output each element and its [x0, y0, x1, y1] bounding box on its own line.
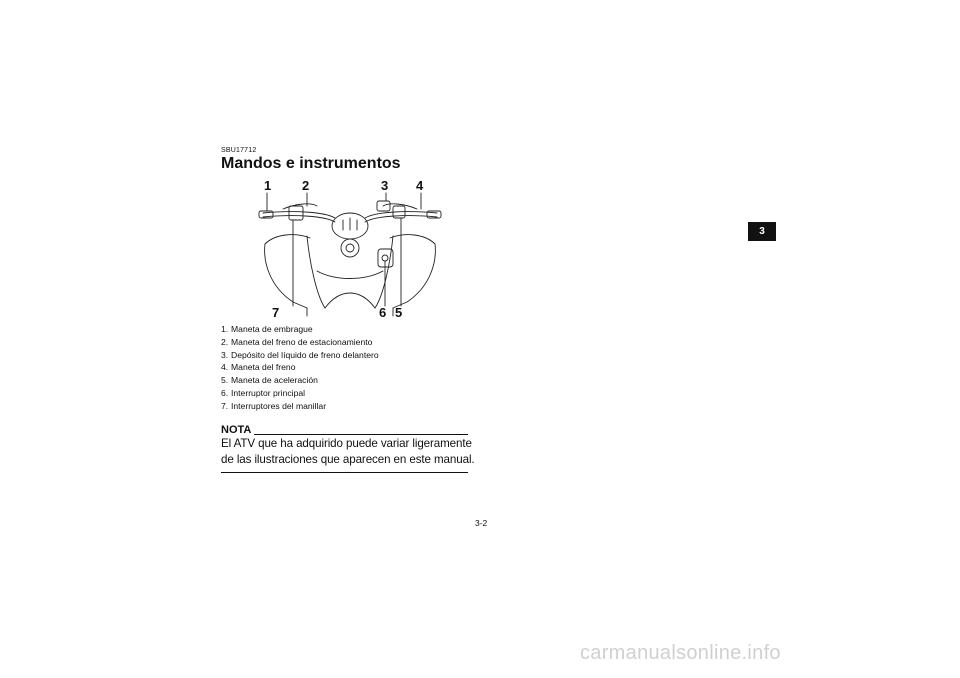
note-rule [254, 434, 468, 435]
legend-item: 4. Maneta del freno [221, 362, 296, 373]
note-label: NOTA [221, 424, 252, 436]
callout-5: 5 [395, 305, 403, 320]
callout-3: 3 [381, 178, 389, 193]
watermark: carmanualsonline.info [580, 642, 781, 664]
legend-item: 5. Maneta de aceleración [221, 375, 318, 386]
legend-item: 3. Depósito del líquido de freno delantero [221, 349, 379, 360]
note-bottom-rule [221, 472, 468, 473]
page-title: Mandos e instrumentos [221, 155, 401, 172]
page-number: 3-2 [475, 518, 488, 528]
note-line: El ATV que ha adquirido puede variar ligeramente [221, 437, 472, 450]
legend-item: 7. Interruptores del manillar [221, 400, 327, 411]
legend-item: 1. Maneta de embrague [221, 324, 313, 334]
note-line: de las ilustraciones que aparecen en este manual. [221, 452, 475, 466]
figure-legend [221, 323, 379, 413]
note-header [221, 425, 468, 436]
legend-item: 2. Maneta del freno de estacionamiento [221, 336, 373, 347]
callout-4: 4 [416, 178, 424, 193]
callout-6: 6 [379, 305, 387, 320]
legend-item: 6. Interruptor principal [221, 387, 306, 398]
atv-handlebar-drawing [255, 176, 445, 321]
callout-2: 2 [302, 178, 310, 193]
callout-7: 7 [272, 305, 280, 320]
handlebar-illustration [255, 176, 445, 321]
callout-1: 1 [264, 178, 272, 193]
note-box [221, 424, 475, 473]
chapter-tab: 3 [748, 222, 776, 241]
section-code: SBU17712 [221, 147, 257, 154]
